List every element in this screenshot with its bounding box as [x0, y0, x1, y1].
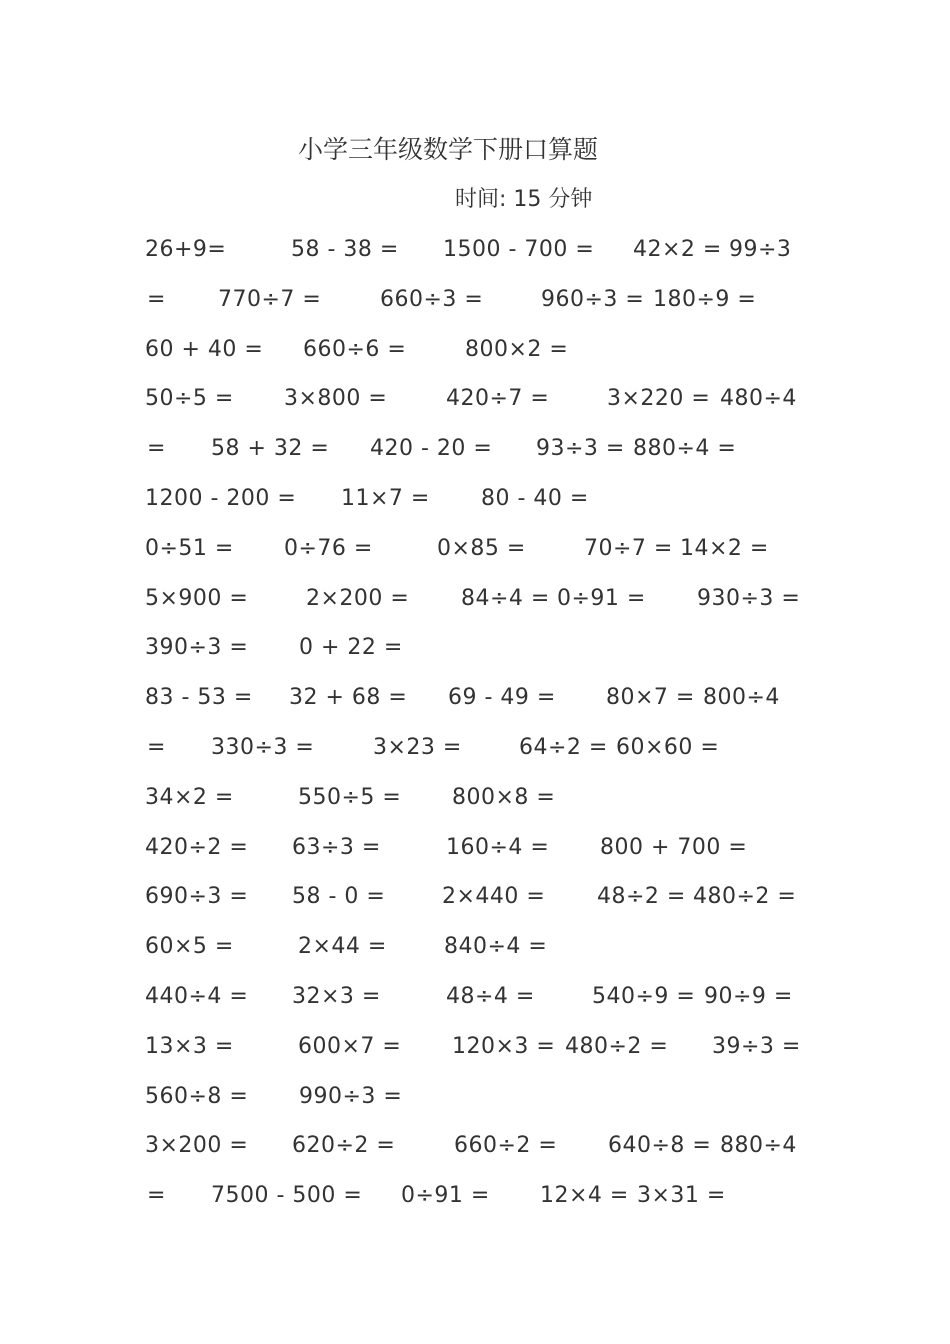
- arithmetic-problem: 3×31 =: [637, 1183, 726, 1209]
- arithmetic-problem: 660÷6 =: [303, 336, 407, 362]
- problem-line: [0, 1030, 950, 1064]
- arithmetic-problem: 58 + 32 =: [211, 436, 330, 462]
- arithmetic-problem: 930÷3 =: [697, 585, 801, 611]
- arithmetic-problem: 540÷9 =: [592, 984, 696, 1009]
- arithmetic-problem: 7500 - 500 =: [211, 1183, 363, 1209]
- problem-line: [0, 283, 950, 317]
- arithmetic-problem: 0÷76 =: [284, 535, 373, 561]
- problem-line: [0, 880, 950, 914]
- arithmetic-problem: 32 + 68 =: [289, 685, 408, 711]
- arithmetic-problem: 990÷3 =: [299, 1083, 403, 1109]
- arithmetic-problem: 0÷51 =: [145, 535, 234, 561]
- arithmetic-problem: 620÷2 =: [292, 1133, 396, 1159]
- problem-line: [0, 781, 950, 815]
- arithmetic-problem: 99÷3: [729, 237, 792, 262]
- problem-line: [0, 532, 950, 566]
- arithmetic-problem: 390÷3 =: [145, 635, 249, 661]
- arithmetic-problem: 50÷5 =: [145, 386, 234, 412]
- arithmetic-problem: 3×23 =: [373, 735, 462, 760]
- arithmetic-problem: 440÷4 =: [145, 984, 249, 1009]
- arithmetic-problem: 80×7 =: [606, 685, 695, 711]
- arithmetic-problem: 84÷4 =: [461, 585, 550, 611]
- arithmetic-problem: 1200 - 200 =: [145, 486, 297, 511]
- problem-line: [0, 382, 950, 416]
- arithmetic-problem: 0÷91 =: [401, 1183, 490, 1209]
- arithmetic-problem: 120×3 =: [452, 1033, 556, 1059]
- arithmetic-problem: 2×44 =: [298, 934, 387, 960]
- arithmetic-problem: 480÷4: [720, 386, 797, 412]
- arithmetic-problem: 800×8 =: [452, 784, 556, 810]
- arithmetic-problem: 58 - 38 =: [291, 237, 399, 262]
- arithmetic-problem: 63÷3 =: [292, 834, 381, 860]
- arithmetic-problem: 14×2 =: [680, 535, 769, 561]
- arithmetic-problem: 330÷3 =: [211, 735, 315, 760]
- arithmetic-problem: 11×7 =: [341, 486, 430, 511]
- problem-line: [0, 233, 950, 267]
- arithmetic-problem: 90÷9 =: [704, 984, 793, 1009]
- time-limit-note: 时间: 15 分钟: [455, 187, 593, 212]
- arithmetic-problem: 880÷4: [720, 1133, 797, 1159]
- problem-line: [0, 831, 950, 865]
- problem-line: [0, 1129, 950, 1163]
- arithmetic-problem: 640÷8 =: [608, 1133, 712, 1159]
- arithmetic-problem: 0÷91 =: [557, 585, 646, 611]
- arithmetic-problem: 420÷7 =: [446, 386, 550, 412]
- arithmetic-problem: 34×2 =: [145, 784, 234, 810]
- arithmetic-problem: 840÷4 =: [444, 934, 548, 960]
- problem-line: [0, 980, 950, 1014]
- arithmetic-problem: =: [147, 735, 166, 760]
- arithmetic-problem: 1500 - 700 =: [443, 237, 595, 262]
- worksheet-title: 小学三年级数学下册口算题: [298, 135, 599, 164]
- problem-line: [0, 631, 950, 665]
- arithmetic-problem: 42×2 =: [633, 237, 722, 262]
- arithmetic-problem: 0 + 22 =: [299, 635, 403, 661]
- problem-line: [0, 432, 950, 466]
- arithmetic-problem: 0×85 =: [437, 535, 526, 561]
- arithmetic-problem: 660÷2 =: [454, 1133, 558, 1159]
- arithmetic-problem: 770÷7 =: [218, 286, 322, 312]
- arithmetic-problem: 3×200 =: [145, 1133, 249, 1159]
- arithmetic-problem: 600×7 =: [298, 1033, 402, 1059]
- arithmetic-problem: 13×3 =: [145, 1033, 234, 1059]
- arithmetic-problem: 880÷4 =: [633, 436, 737, 462]
- arithmetic-problem: 800×2 =: [465, 336, 569, 362]
- arithmetic-problem: 800÷4: [703, 685, 780, 711]
- arithmetic-problem: 80 - 40 =: [481, 486, 589, 511]
- arithmetic-problem: 26+9=: [145, 237, 227, 262]
- problem-line: [0, 930, 950, 964]
- arithmetic-problem: 32×3 =: [292, 984, 381, 1009]
- arithmetic-problem: 64÷2 =: [519, 735, 608, 760]
- arithmetic-problem: =: [147, 1183, 166, 1209]
- problem-line: [0, 582, 950, 616]
- problem-line: [0, 1179, 950, 1213]
- arithmetic-problem: 960÷3 =: [541, 286, 645, 312]
- arithmetic-problem: 180÷9 =: [653, 286, 757, 312]
- arithmetic-problem: =: [147, 286, 166, 312]
- arithmetic-problem: 48÷2 =: [597, 884, 686, 910]
- arithmetic-problem: 12×4 =: [540, 1183, 629, 1209]
- arithmetic-problem: 660÷3 =: [380, 286, 484, 312]
- arithmetic-problem: 69 - 49 =: [448, 685, 556, 711]
- problem-line: [0, 1080, 950, 1114]
- arithmetic-problem: 60×5 =: [145, 934, 234, 960]
- problem-line: [0, 731, 950, 765]
- arithmetic-problem: =: [147, 436, 166, 462]
- arithmetic-problem: 60 + 40 =: [145, 336, 264, 362]
- arithmetic-problem: 2×200 =: [306, 585, 410, 611]
- arithmetic-problem: 3×220 =: [607, 386, 711, 412]
- problem-line: [0, 482, 950, 516]
- arithmetic-problem: 83 - 53 =: [145, 685, 253, 711]
- arithmetic-problem: 480÷2 =: [693, 884, 797, 910]
- arithmetic-problem: 93÷3 =: [536, 436, 625, 462]
- arithmetic-problem: 58 - 0 =: [292, 884, 386, 910]
- arithmetic-problem: 420÷2 =: [145, 834, 249, 860]
- arithmetic-problem: 420 - 20 =: [370, 436, 493, 462]
- arithmetic-problem: 480÷2 =: [565, 1033, 669, 1059]
- arithmetic-problem: 800 + 700 =: [600, 834, 748, 860]
- arithmetic-problem: 690÷3 =: [145, 884, 249, 910]
- arithmetic-problem: 550÷5 =: [298, 784, 402, 810]
- arithmetic-problem: 560÷8 =: [145, 1083, 249, 1109]
- arithmetic-problem: 48÷4 =: [446, 984, 535, 1009]
- problem-line: [0, 681, 950, 715]
- arithmetic-problem: 3×800 =: [284, 386, 388, 412]
- arithmetic-problem: 60×60 =: [616, 735, 720, 760]
- arithmetic-problem: 5×900 =: [145, 585, 249, 611]
- arithmetic-problem: 70÷7 =: [584, 535, 673, 561]
- problem-line: [0, 333, 950, 367]
- arithmetic-problem: 160÷4 =: [446, 834, 550, 860]
- arithmetic-problem: 39÷3 =: [712, 1033, 801, 1059]
- arithmetic-problem: 2×440 =: [442, 884, 546, 910]
